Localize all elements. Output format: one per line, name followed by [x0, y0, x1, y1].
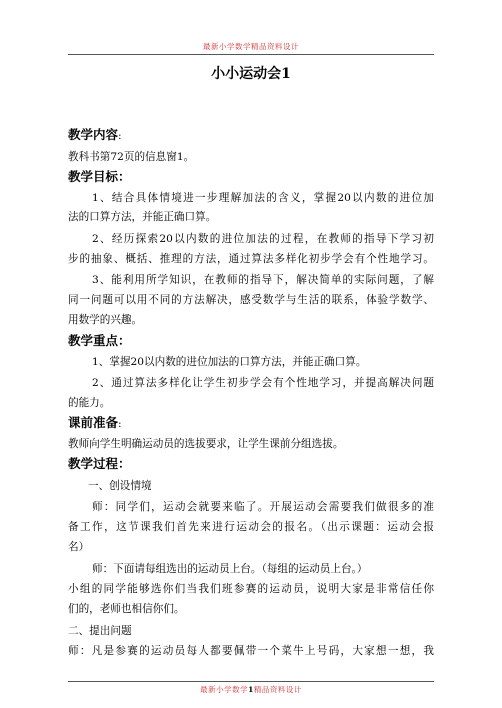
prep-text: 教师向学生明确运动员的选拔要求，让学生课前分组选拔。 [68, 438, 344, 450]
heading-text: 教学过程 [68, 456, 119, 471]
step2-p1: 师：凡是参赛的运动员每人都要佩带一个菜牛上号码，大家想一想，我 [68, 645, 434, 657]
page-number: 1 [248, 685, 254, 694]
step1-p3-line1: 小组的同学能够选你们当我们班参赛的运动员，说明大家是非常信任你 [68, 583, 434, 595]
goal1-line1: 1、结合具体情境进一步理解加法的含义，掌握20以内数的进位加 [92, 192, 434, 204]
footer-rule [68, 681, 434, 682]
heading-text: 教学重点 [68, 333, 119, 348]
heading-colon: ： [118, 169, 131, 184]
heading-text: 教学内容 [68, 127, 119, 142]
heading-colon: ： [118, 456, 131, 471]
heading-key-points [68, 334, 434, 348]
heading-colon: : [118, 130, 122, 142]
heading-colon: : [118, 418, 122, 430]
footer-text-after: 精品资料设计 [253, 685, 302, 694]
footer-text-before: 最新小学数学 [200, 685, 249, 694]
step1-p2: 师：下面请每组选出的运动员上台。（每组的运动员上台。） [92, 563, 368, 575]
step1-p1-line2: 备工作，这节课我们首先来进行运动会的报名。（出示课题：运动会报 [68, 521, 434, 533]
header-rule [68, 54, 434, 55]
heading-teaching-content [68, 128, 434, 143]
heading-teaching-process [68, 457, 434, 471]
key2-line1: 2、通过算法多样化让学生初步学会有个性地学习，并提高解决问题 [92, 377, 434, 389]
heading-text: 课前准备 [68, 415, 119, 430]
page-header: 最新小学数学精品资料设计 [203, 42, 299, 51]
heading-text: 教学目标 [68, 169, 119, 184]
heading-colon: ： [118, 333, 131, 348]
goal3-line3: 用数学的兴趣。 [68, 314, 143, 326]
key2-line2: 的能力。 [68, 397, 111, 409]
heading-teaching-goals [68, 170, 434, 184]
goal3-line1: 3、能利用所学知识，在教师的指导下，解决简单的实际问题，了解 [92, 274, 434, 286]
document-title: 小小运动会1 [211, 66, 291, 82]
page-footer [0, 684, 502, 695]
goal2-line1: 2、经历探索20以内数的进位加法的过程，在教师的指导下学习初 [92, 233, 434, 245]
heading-preparation [68, 416, 434, 431]
step1-p3-line2: 们的，老师也相信你们。 [68, 603, 185, 615]
step1-p1-line1: 师：同学们，运动会就要来临了。开展运动会需要我们做很多的准 [92, 501, 434, 513]
content-text: 教科书第72页的信息窗1。 [68, 151, 195, 163]
step1-title: 一、创设情境 [88, 480, 152, 492]
goal2-line2: 步的抽象、概括、推理的方法，通过算法多样化初步学会有个性地学习。 [68, 253, 434, 265]
key1-line: 1、掌握20以内数的进位加法的口算方法，并能正确口算。 [92, 356, 367, 368]
goal3-line2: 同一问题可以用不同的方法解决，感受数学与生活的联系，体验学数学、 [68, 294, 434, 306]
step1-p1-line3: 名） [68, 541, 90, 553]
step2-title: 二、提出问题 [68, 625, 132, 637]
goal1-line2: 法的口算方法，并能正确口算。 [68, 211, 217, 223]
